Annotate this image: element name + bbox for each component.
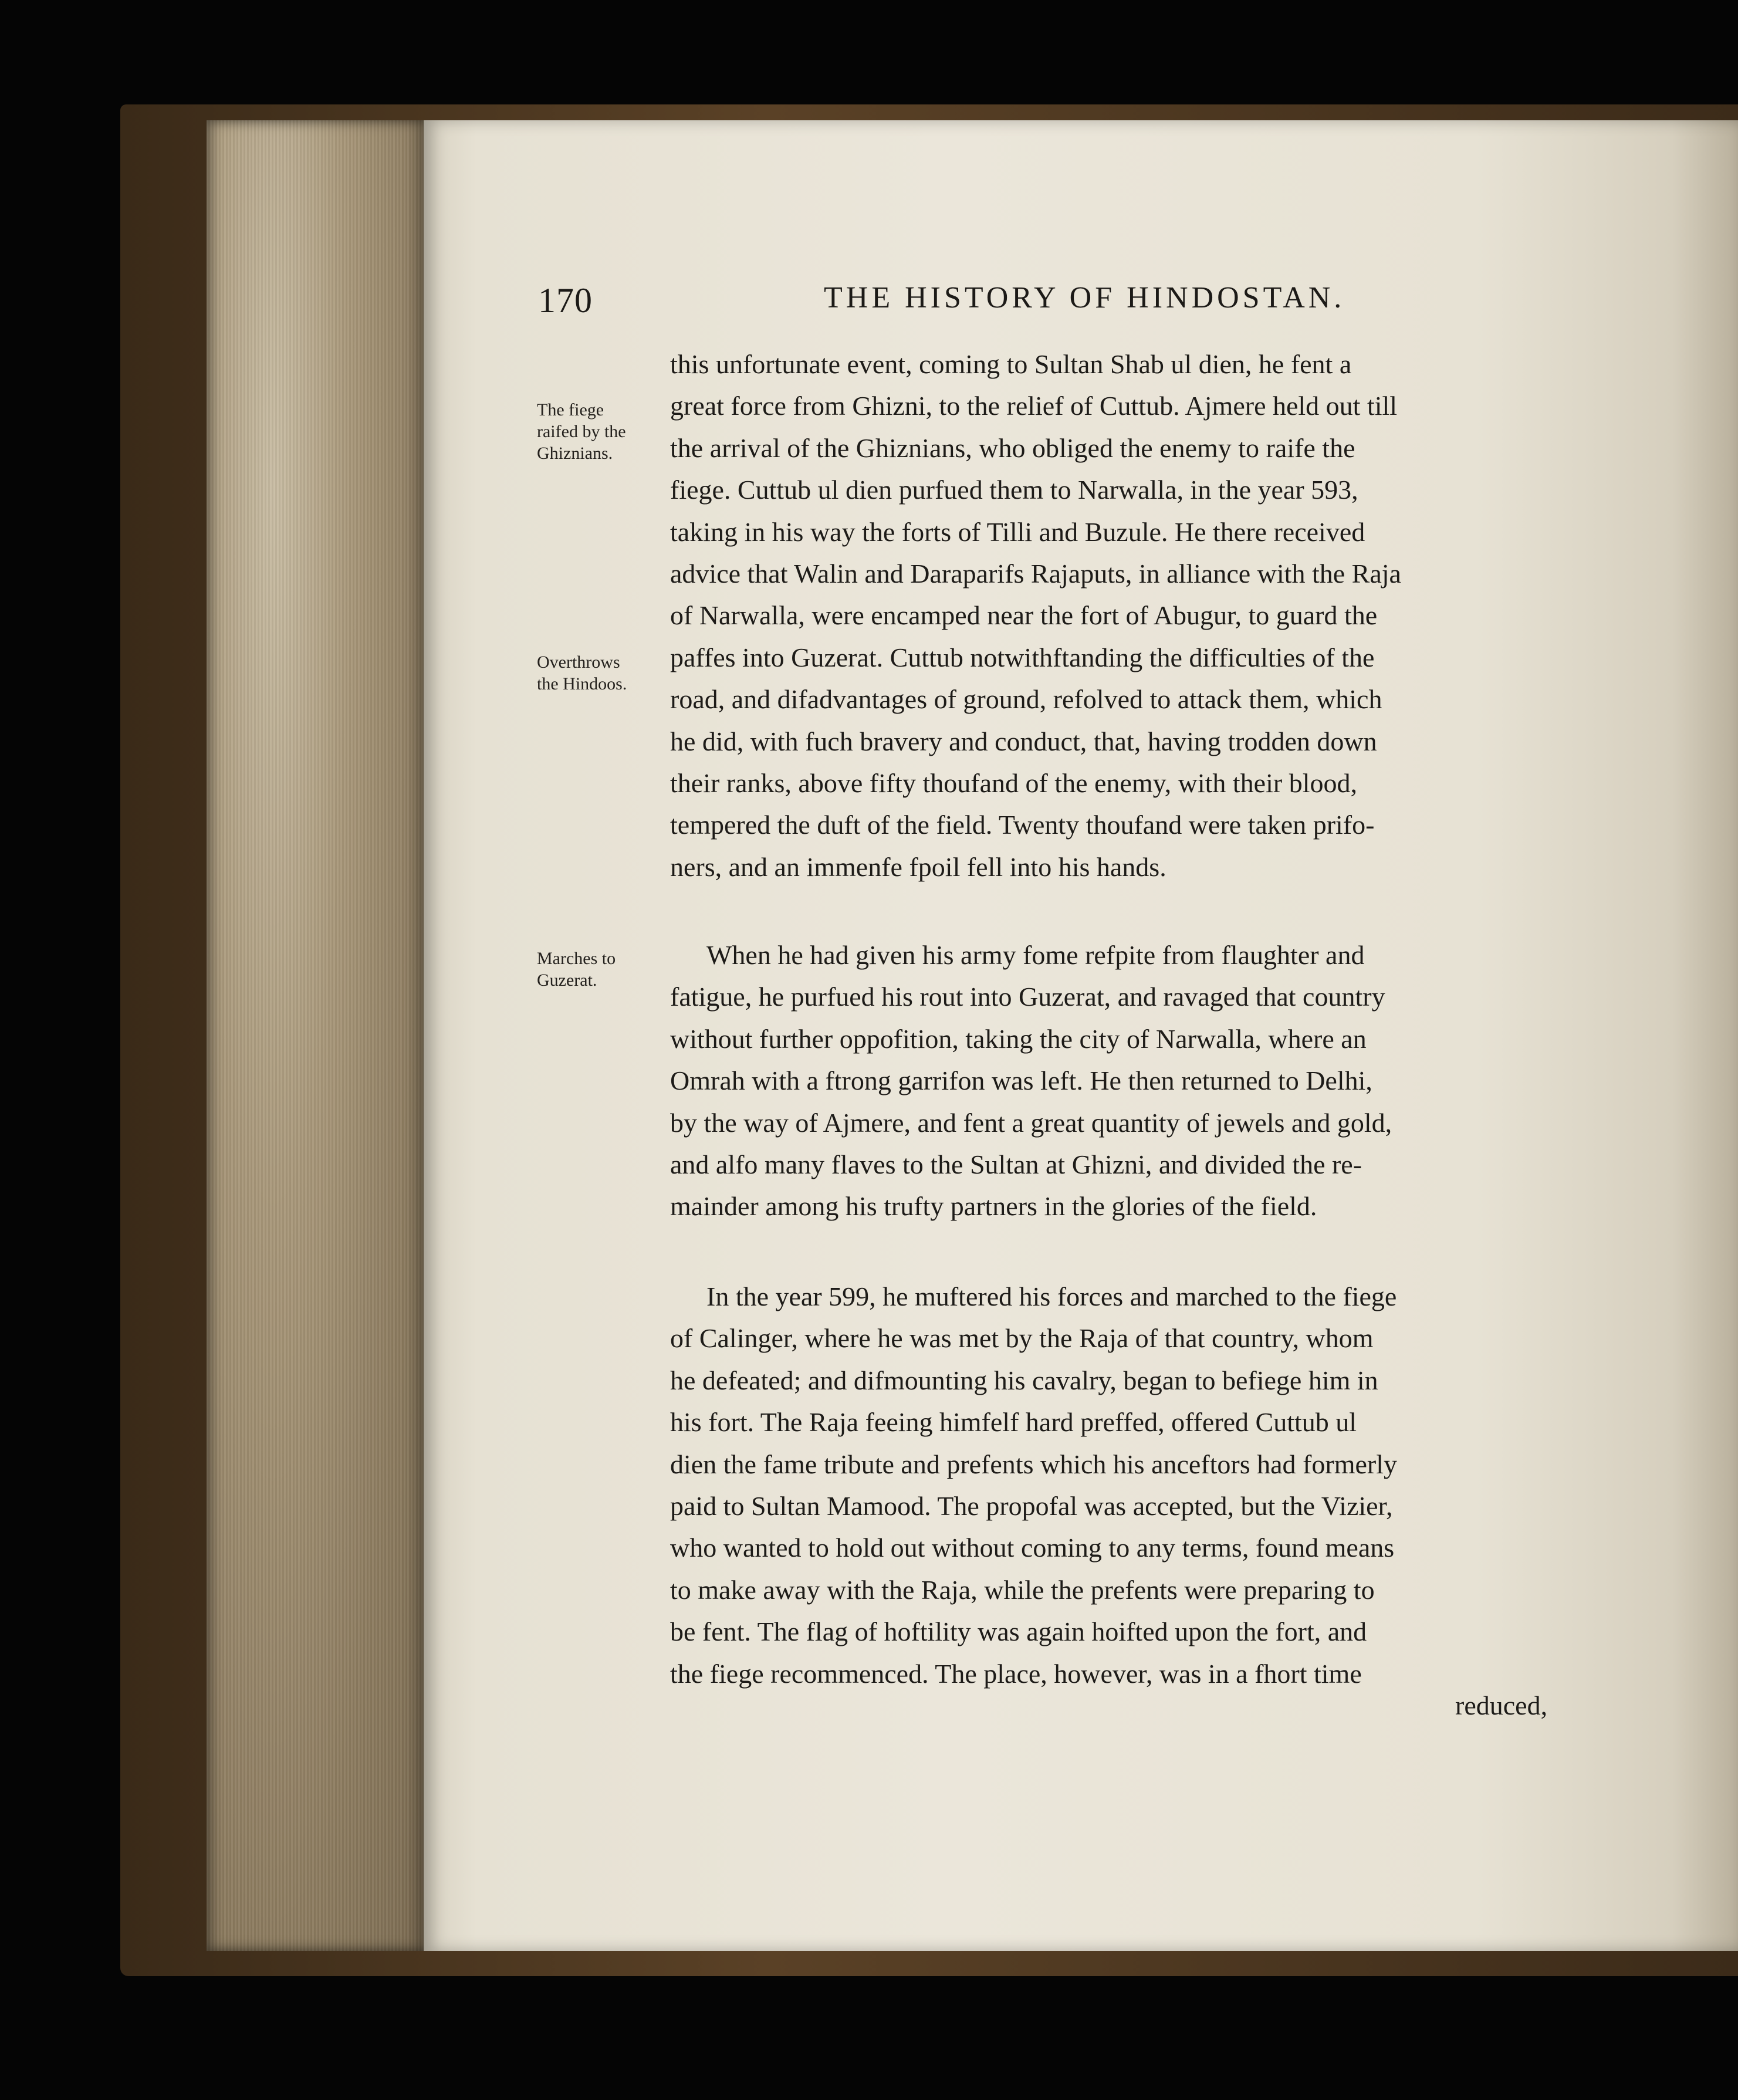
text-line: he defeated; and difmounting his cavalry, began to befiege him in (670, 1365, 1378, 1395)
marginal-line: the Hindoos. (537, 674, 627, 694)
text-line: the arrival of the Ghiznians, who obliged the enemy to raife the (670, 432, 1355, 463)
text-line: his fort. The Raja feeing himfelf hard preffed, offered Cuttub ul (670, 1407, 1357, 1438)
paragraph-2 (670, 934, 1574, 1227)
page-number: 170 (538, 281, 593, 320)
text-line: their ranks, above fifty thoufand of the enemy, with their blood, (670, 768, 1357, 799)
text-line: the fiege recommenced. The place, however, was in a fhort time (670, 1658, 1362, 1689)
text-line: In the year 599, he muftered his forces and marched to the fiege (706, 1281, 1397, 1311)
text-line: by the way of Ajmere, and fent a great quantity of jewels and gold, (670, 1107, 1392, 1138)
text-line: dien the fame tribute and prefents which his anceftors had formerly (670, 1449, 1397, 1479)
text-line: road, and difadvantages of ground, refolved to attack them, which (670, 684, 1382, 715)
marginal-note-overthrows (537, 651, 663, 695)
catchword: reduced, (1455, 1690, 1548, 1720)
paragraph-3 (670, 1276, 1574, 1695)
marginal-line: The fiege (537, 400, 604, 420)
text-line: of Calinger, where he was met by the Raja of that country, whom (670, 1323, 1374, 1354)
marginal-note-siege-raised (537, 399, 663, 464)
text-line: great force from Ghizni, to the relief of Cuttub. Ajmere held out till (670, 391, 1398, 421)
text-line: be fent. The flag of hoftility was again hoifted upon the fort, and (670, 1617, 1367, 1647)
marginal-line: raifed by the (537, 422, 626, 441)
text-line: fatigue, he purfued his rout into Guzerat, and ravaged that country (670, 982, 1385, 1012)
text-line: fiege. Cuttub ul dien purfued them to Narwalla, in the year 593, (670, 475, 1358, 505)
paragraph-1 (670, 343, 1574, 888)
text-line: advice that Walin and Daraparifs Rajaputs, in alliance with the Raja (670, 559, 1401, 589)
text-line: ners, and an immenfe fpoil fell into his hands. (670, 851, 1166, 882)
text-line: When he had given his army fome refpite from flaughter and (706, 940, 1365, 970)
running-head-title: THE HISTORY OF HINDOSTAN. (824, 281, 1345, 315)
text-line: mainder among his trufty partners in the glories of the field. (670, 1191, 1317, 1222)
marginal-note-marches (537, 948, 663, 991)
text-line: Omrah with a ftrong garrifon was left. He then returned to Delhi, (670, 1066, 1372, 1096)
text-line: paffes into Guzerat. Cuttub notwithftanding the difficulties of the (670, 642, 1375, 672)
text-line: and alfo many flaves to the Sultan at Ghizni, and divided the re- (670, 1149, 1362, 1180)
marginal-line: Overthrows (537, 652, 620, 672)
text-line: who wanted to hold out without coming to any terms, found means (670, 1533, 1395, 1563)
text-line: he did, with fuch bravery and conduct, that, having trodden down (670, 726, 1377, 756)
marginal-line: Marches to (537, 949, 616, 968)
text-line: of Narwalla, were encamped near the fort of Abugur, to guard the (670, 600, 1378, 631)
marginal-line: Ghiznians. (537, 444, 613, 463)
text-line: this unfortunate event, coming to Sultan Shab ul dien, he fent a (670, 349, 1352, 379)
marginal-line: Guzerat. (537, 970, 597, 990)
text-line: without further oppofition, taking the city of Narwalla, where an (670, 1023, 1367, 1054)
page-edges (207, 120, 428, 1951)
running-head (538, 280, 1565, 327)
text-line: paid to Sultan Mamood. The propofal was accepted, but the Vizier, (670, 1491, 1393, 1521)
text-line: to make away with the Raja, while the prefents were preparing to (670, 1574, 1375, 1605)
text-line: taking in his way the forts of Tilli and Buzule. He there received (670, 516, 1365, 547)
text-line: tempered the duft of the field. Twenty thoufand were taken prifo- (670, 810, 1375, 840)
